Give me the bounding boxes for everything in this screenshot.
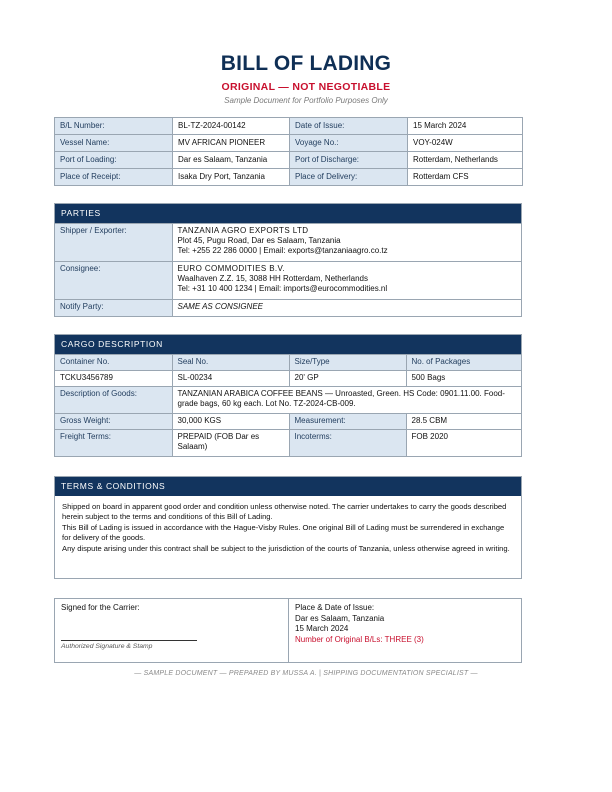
goods-description-label: Description of Goods: — [55, 387, 172, 414]
vessel-label: Vessel Name: — [55, 135, 173, 152]
gross-weight-label: Gross Weight: — [55, 414, 172, 430]
size-type: 20' GP — [289, 371, 406, 387]
shipper-contact: Tel: +255 22 286 0000 | Email: exports@tanzaniaagro.co.tz — [177, 246, 388, 255]
col-container-header: Container No. — [55, 355, 172, 371]
cargo-heading: CARGO DESCRIPTION — [55, 335, 521, 354]
consignee-name: EURO COMMODITIES B.V. — [177, 264, 286, 273]
footer-note: — SAMPLE DOCUMENT — PREPARED BY MUSSA A. | SHIPPING DOCUMENTATION SPECIALIST — — [134, 670, 478, 677]
vessel-value: MV AFRICAN PIONEER — [173, 135, 290, 152]
issue-place: Dar es Salaam, Tanzania — [295, 613, 385, 623]
place-of-receipt-label: Place of Receipt: — [55, 169, 173, 186]
package-count: 500 Bags — [406, 371, 521, 387]
consignee-contact: Tel: +31 10 400 1234 | Email: imports@eurocommodities.nl — [177, 284, 388, 293]
freight-terms-label: Freight Terms: — [55, 430, 172, 456]
col-seal-header: Seal No. — [172, 355, 289, 371]
date-of-issue-label: Date of Issue: — [290, 118, 408, 135]
seal-number: SL-00234 — [172, 371, 289, 387]
incoterms-label: Incoterms: — [289, 430, 406, 456]
container-number: TCKU3456789 — [55, 371, 172, 387]
terms-section — [54, 476, 522, 579]
cargo-table — [55, 354, 521, 456]
signature-caption: Authorized Signature & Stamp — [61, 643, 153, 650]
carrier-signature-label: Signed for the Carrier: — [61, 603, 140, 612]
parties-table — [55, 223, 521, 316]
date-of-issue-value: 15 March 2024 — [408, 118, 523, 135]
terms-paragraph-1: Shipped on board in apparent good order and condition unless otherwise noted. The carrier undertakes to carry the goods described herein subject to the terms and conditions of this Bill of Lading. — [62, 502, 507, 521]
gross-weight-value: 30,000 KGS — [172, 414, 289, 430]
freight-terms-value: PREPAID (FOB Dar es Salaam) — [172, 430, 289, 456]
shipper-label: Shipper / Exporter: — [55, 224, 172, 262]
carrier-signature-area — [55, 599, 289, 662]
voyage-label: Voyage No.: — [290, 135, 408, 152]
port-of-loading-value: Dar es Salaam, Tanzania — [173, 152, 290, 169]
col-size-header: Size/Type — [289, 355, 406, 371]
incoterms-value: FOB 2020 — [406, 430, 521, 456]
place-of-delivery-value: Rotterdam CFS — [408, 169, 523, 186]
terms-body — [55, 496, 521, 578]
cargo-section — [54, 334, 522, 457]
sample-note: Sample Document for Portfolio Purposes Only — [224, 96, 388, 105]
signature-line — [61, 640, 197, 641]
port-of-discharge-label: Port of Discharge: — [290, 152, 408, 169]
notify-party-label: Notify Party: — [55, 300, 172, 316]
place-of-receipt-value: Isaka Dry Port, Tanzania — [173, 169, 290, 186]
document-subtitle: ORIGINAL — NOT NEGOTIABLE — [221, 81, 391, 93]
document-title: BILL OF LADING — [220, 52, 392, 75]
place-date-label: Place & Date of Issue: — [295, 603, 375, 612]
terms-paragraph-3: Any dispute arising under this contract shall be subject to the jurisdiction of the courts of Tanzania, unless otherwise agreed in writing. — [62, 544, 510, 554]
issue-details-area — [289, 599, 521, 662]
voyage-value: VOY-024W — [408, 135, 523, 152]
consignee-details — [172, 262, 521, 300]
goods-description: TANZANIAN ARABICA COFFEE BEANS — Unroasted, Green. HS Code: 0901.11.00. Food-grade bags, 60 kg each. Lot No. TZ-2024-CB-009. — [172, 387, 521, 414]
shipper-address: Plot 45, Pugu Road, Dar es Salaam, Tanzania — [177, 236, 341, 245]
col-packages-header: No. of Packages — [406, 355, 521, 371]
measurement-value: 28.5 CBM — [406, 414, 521, 430]
consignee-address: Waalhaven Z.Z. 15, 3088 HH Rotterdam, Netherlands — [177, 274, 368, 283]
bl-number-label: B/L Number: — [55, 118, 173, 135]
original-bl-count: Number of Original B/Ls: THREE (3) — [295, 634, 424, 644]
bl-number-value: BL-TZ-2024-00142 — [173, 118, 290, 135]
issue-date: 15 March 2024 — [295, 624, 349, 633]
parties-section — [54, 203, 522, 317]
port-of-discharge-value: Rotterdam, Netherlands — [408, 152, 523, 169]
parties-heading: PARTIES — [55, 204, 521, 223]
shipment-header-table — [54, 117, 523, 186]
terms-heading: TERMS & CONDITIONS — [55, 477, 521, 496]
shipper-name: TANZANIA AGRO EXPORTS LTD — [177, 226, 309, 235]
measurement-label: Measurement: — [289, 414, 406, 430]
shipper-details — [172, 224, 521, 262]
port-of-loading-label: Port of Loading: — [55, 152, 173, 169]
signature-block — [54, 598, 522, 663]
consignee-label: Consignee: — [55, 262, 172, 300]
notify-party-value: SAME AS CONSIGNEE — [172, 300, 521, 316]
terms-paragraph-2: This Bill of Lading is issued in accordance with the Hague-Visby Rules. One original Bill of Lading must be surrendered in exchange for delivery of the goods. — [62, 523, 505, 542]
place-of-delivery-label: Place of Delivery: — [290, 169, 408, 186]
